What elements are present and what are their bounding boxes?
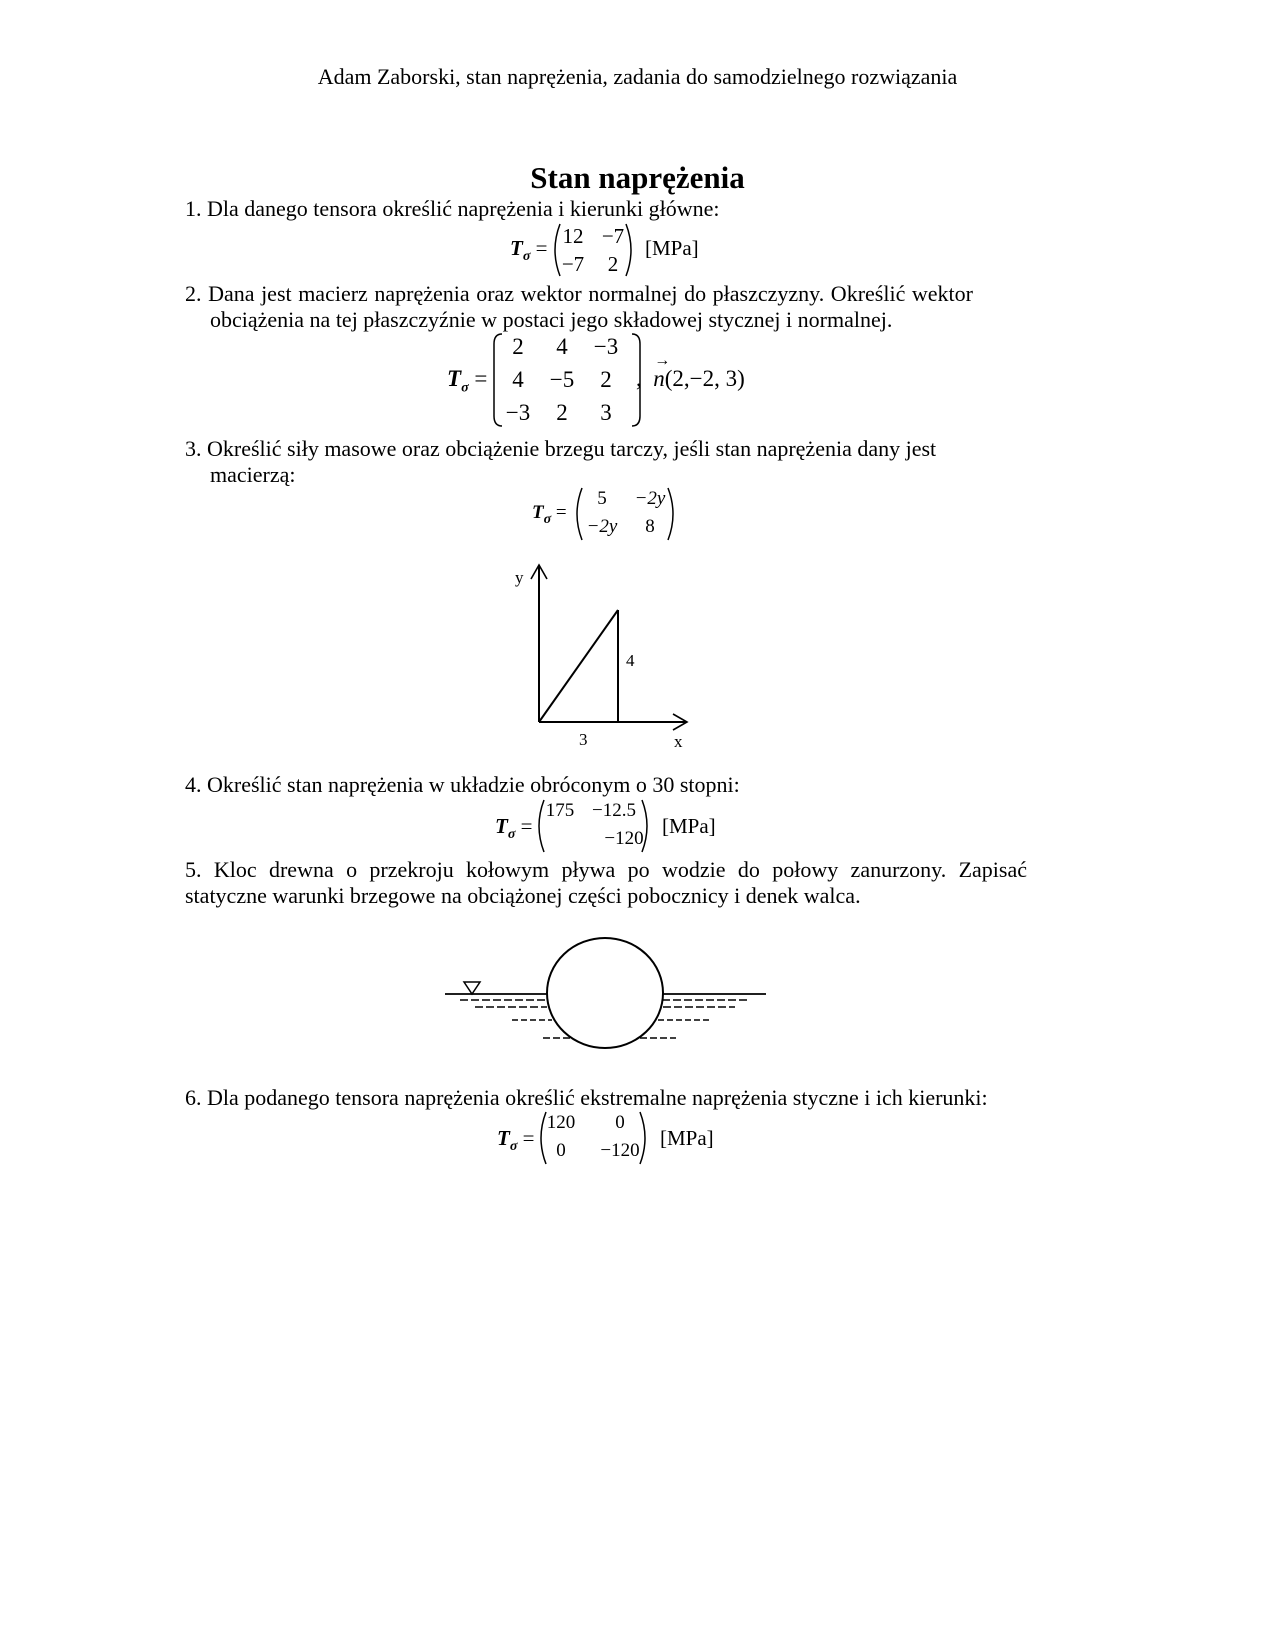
matrix-cell: −120 (604, 828, 644, 849)
matrix-cell: −120 (600, 1140, 640, 1161)
problem-6-text (185, 1084, 988, 1111)
tensor-subscript: σ (507, 827, 516, 843)
matrix-cell: 3 (600, 400, 612, 425)
tensor-symbol: T (497, 1126, 510, 1150)
problem-4-number: 4. (185, 772, 202, 797)
problem-3-line-1 (185, 435, 936, 462)
triangle-hypotenuse (539, 610, 618, 722)
matrix-cell: 12 (562, 224, 584, 248)
tensor-symbol: T (532, 502, 544, 523)
tensor-subscript: σ (543, 511, 552, 527)
matrix-cell: 2 (607, 252, 619, 276)
tensor-subscript: σ (461, 380, 469, 396)
water-level-icon (464, 982, 480, 994)
tensor-symbol: T (447, 366, 462, 391)
problem-2-line-1 (185, 280, 973, 307)
x-axis-label: x (674, 732, 683, 751)
problem-3-line-2: macierzą: (210, 462, 296, 487)
tensor-subscript: σ (522, 249, 531, 265)
problem-2-tensor-label: $T_\sigma$ = (447, 366, 488, 396)
matrix-cell: 0 (615, 1112, 625, 1133)
matrix-cell: −3 (593, 334, 619, 359)
problem-6-tensor-label: $T_\sigma$ = (497, 1126, 535, 1155)
problem-1-unit: [MPa] (645, 236, 699, 260)
problem-6-statement: Dla podanego tensora naprężenia określić ekstremalne naprężenia styczne i ich kierunki: (207, 1085, 988, 1110)
problem-2-matrix (492, 332, 642, 428)
problem-1-text (185, 195, 720, 222)
problem-5-line-2: statyczne warunki brzegowe na obciążonej części pobocznicy i denek walca. (185, 883, 861, 908)
problem-4-tensor-label: $T_\sigma$ = (495, 814, 533, 843)
problem-3-tensor-label: $T_\sigma$ = (532, 502, 567, 527)
matrix-cell: 2 (512, 334, 524, 359)
problem-5-line-1 (185, 856, 1027, 883)
height-label: 4 (626, 651, 635, 670)
problem-1-statement: Dla danego tensora określić naprężenia i kierunki główne: (207, 196, 720, 221)
problem-6-matrix (534, 1110, 652, 1166)
matrix-cell: −7 (561, 252, 585, 276)
problem-4-matrix (532, 798, 654, 854)
matrix-cell: 4 (512, 367, 524, 392)
log-cross-section (547, 938, 663, 1048)
vector-value: (2,−2, 3) (664, 366, 745, 391)
problem-3-statement-1: Określić siły masowe oraz obciążenie brzegu tarczy, jeśli stan naprężenia dany jest (207, 436, 937, 461)
problem-1-number: 1. (185, 196, 202, 221)
problem-2-statement-1: Dana jest macierz naprężenia oraz wektor normalnej do płaszczyzny. Określić wektor (208, 281, 973, 306)
problem-1-matrix (548, 222, 638, 278)
problem-5-statement-1: Kloc drewna o przekroju kołowym pływa po wodzie do połowy zanurzony. Zapisać (213, 857, 1028, 882)
problem-3-figure (505, 555, 705, 760)
tensor-subscript: σ (509, 1139, 518, 1155)
matrix-cell: 2 (556, 400, 568, 425)
problem-1-tensor-label: $T_\sigma$ = (510, 236, 548, 265)
page-title: Stan naprężenia (530, 160, 745, 195)
matrix-cell: −2y (634, 488, 666, 509)
y-axis-label: y (515, 568, 524, 587)
matrix-cell: 8 (645, 516, 655, 537)
vector-name: n (653, 366, 665, 391)
matrix-cell: −12.5 (592, 800, 636, 821)
problem-6-number: 6. (185, 1085, 202, 1110)
tensor-symbol: T (510, 236, 523, 260)
problem-2-number: 2. (185, 281, 202, 306)
matrix-cell: 175 (545, 800, 575, 821)
problem-6-unit: [MPa] (660, 1126, 714, 1150)
matrix-cell: −7 (601, 224, 625, 248)
problem-5-figure (440, 930, 780, 1060)
matrix-cell: 4 (556, 334, 568, 359)
page-header: Adam Zaborski, stan naprężenia, zadania do samodzielnego rozwiązania (317, 64, 958, 89)
matrix-cell: −5 (549, 367, 575, 392)
matrix-cell: 120 (546, 1112, 576, 1133)
matrix-cell: 5 (597, 488, 607, 509)
problem-3-matrix (570, 486, 680, 542)
problem-4-text (185, 771, 740, 798)
tensor-symbol: T (495, 814, 508, 838)
matrix-cell: −2y (586, 516, 618, 537)
matrix-cell: −3 (505, 400, 531, 425)
problem-3-number: 3. (185, 436, 202, 461)
problem-2-line-2: obciążenia na tej płaszczyźnie w postaci jego składowej stycznej i normalnej. (210, 307, 893, 332)
base-label: 3 (579, 730, 588, 749)
matrix-cell: 2 (600, 367, 612, 392)
problem-5-number: 5. (185, 857, 202, 882)
problem-4-unit: [MPa] (662, 814, 716, 838)
problem-2-vector: , → n(2,−2, 3) (636, 352, 745, 391)
problem-4-statement: Określić stan naprężenia w układzie obróconym o 30 stopni: (207, 772, 740, 797)
matrix-cell: 0 (556, 1140, 566, 1161)
